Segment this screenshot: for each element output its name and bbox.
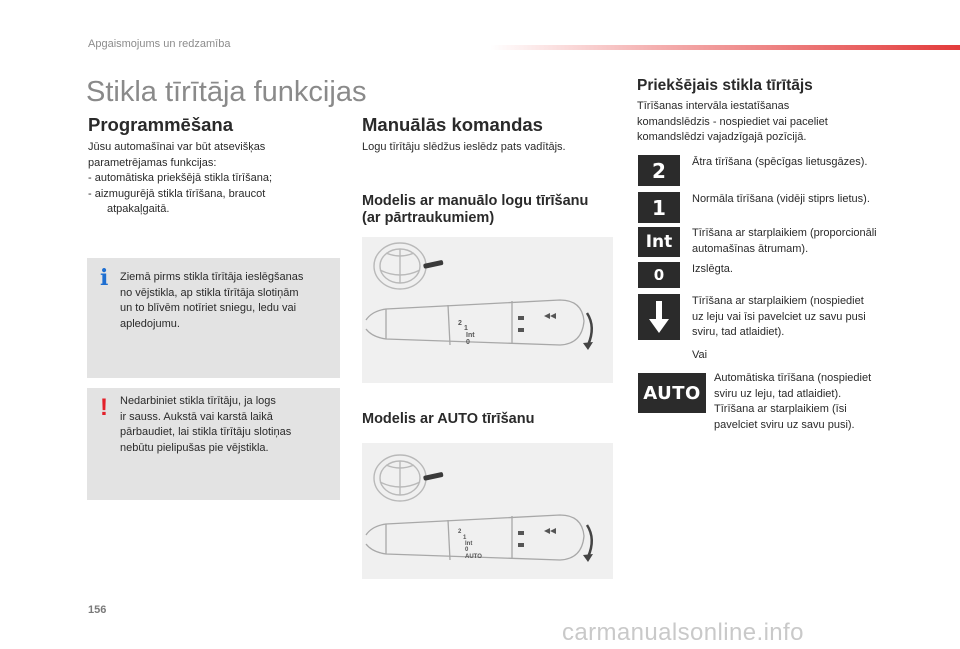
info-note-box bbox=[87, 258, 340, 378]
warning-note-line: Nedarbiniet stikla tīrītāju, ja logs bbox=[120, 395, 276, 407]
model-manual-heading bbox=[362, 193, 588, 227]
mode-badge-2: 2 bbox=[638, 155, 680, 186]
or-label bbox=[692, 348, 707, 364]
mode-description bbox=[692, 262, 733, 278]
lever-mark: 1 bbox=[464, 325, 468, 332]
lever-drawing bbox=[362, 237, 613, 383]
down-arrow-icon bbox=[638, 294, 680, 340]
model-manual-heading-line: (ar pārtraukumiem) bbox=[362, 210, 495, 226]
warning-note-box bbox=[87, 388, 340, 500]
header-accent-line bbox=[490, 45, 960, 50]
mode-description-line: Normāla tīrīšana (vidēji stiprs lietus). bbox=[692, 193, 870, 205]
mode-description-line: uz leju vai īsi pavelciet uz savu pusi bbox=[692, 310, 866, 323]
down-arrow-icon-glyph bbox=[648, 300, 670, 334]
mode-description-line: Tīrīšana ar starplaikiem (nospiediet bbox=[692, 295, 864, 307]
auto-description bbox=[714, 371, 871, 433]
mode-badge-1: 1 bbox=[638, 192, 680, 223]
info-note-line: Ziemā pirms stikla tīrītāja ieslēgšanas bbox=[120, 271, 304, 283]
mode-description-line: Tīrīšana ar starplaikiem (proporcionāli bbox=[692, 227, 877, 239]
lever-drawing bbox=[362, 443, 613, 579]
programming-heading: Programmēšana bbox=[88, 114, 233, 135]
lever-mark: AUTO bbox=[465, 554, 482, 560]
warning-note-text bbox=[120, 394, 291, 456]
lever-mark: Int bbox=[465, 541, 473, 547]
mode-description-line: sviru, tad atlaidiet). bbox=[692, 326, 785, 338]
mode-description-line: Ātra tīrīšana (spēcīgas lietusgāzes). bbox=[692, 156, 868, 168]
watermark: carmanualsonline.info bbox=[562, 619, 804, 646]
lever-mark: Int bbox=[466, 332, 475, 339]
info-note-text bbox=[120, 270, 303, 332]
running-header: Apgaismojums un redzamība bbox=[88, 38, 231, 50]
page-number: 156 bbox=[88, 604, 107, 616]
wiper-lever-illustration-manual bbox=[362, 237, 613, 383]
programming-intro-line: parametrējamas funkcijas: bbox=[88, 156, 217, 169]
programming-list-item: - aizmugurējā stikla tīrīšana, braucot bbox=[88, 187, 266, 200]
model-auto-heading: Modelis ar AUTO tīrīšanu bbox=[362, 411, 535, 427]
warning-icon: ! bbox=[100, 394, 108, 421]
page-title: Stikla tīrītāja funkcijas bbox=[86, 76, 367, 108]
programming-list-item: - automātiska priekšējā stikla tīrīšana; bbox=[88, 172, 273, 184]
auto-description-line: pavelciet sviru uz savu pusi). bbox=[714, 418, 855, 431]
mode-description-line: automašīnas ātrumam). bbox=[692, 242, 809, 255]
lever-mark: 2 bbox=[458, 320, 462, 327]
programming-text bbox=[88, 140, 272, 218]
manual-controls-line: Logu tīrītāju slēdžus ieslēdz pats vadītājs. bbox=[362, 141, 566, 153]
lever-mark: 2 bbox=[458, 529, 462, 535]
mode-description-line: Izslēgta. bbox=[692, 263, 733, 275]
manual-controls-text bbox=[362, 140, 566, 156]
warning-note-line: ir sauss. Aukstā vai karstā laikā bbox=[120, 410, 273, 423]
mode-description bbox=[692, 226, 877, 257]
lever-mark: 0 bbox=[465, 547, 469, 553]
auto-description-line: sviru uz leju, tad atlaidiet). bbox=[714, 387, 842, 400]
front-wiper-heading: Priekšējais stikla tīrītājs bbox=[637, 77, 813, 94]
auto-description-line: Tīrīšana ar starplaikiem (īsi bbox=[714, 403, 847, 415]
mode-description bbox=[692, 294, 866, 341]
model-manual-heading-line: Modelis ar manuālo logu tīrīšanu bbox=[362, 193, 589, 209]
info-note-line: no vējstikla, ap stikla tīrītāja slotiņām bbox=[120, 286, 299, 299]
front-wiper-intro-line: Tīrīšanas intervāla iestatīšanas bbox=[637, 100, 790, 112]
info-note-line: un to blīvēm notīriet sniegu, ledu vai bbox=[120, 302, 297, 314]
mode-description bbox=[692, 192, 870, 208]
auto-badge: AUTO bbox=[638, 373, 706, 413]
warning-note-line: nebūtu pielipušas pie vējstikla. bbox=[120, 441, 269, 454]
info-icon: i bbox=[100, 265, 109, 291]
info-note-line: apledojumu. bbox=[120, 317, 180, 330]
mode-badge-0: 0 bbox=[638, 262, 680, 288]
manual-controls-heading: Manuālās komandas bbox=[362, 114, 543, 135]
front-wiper-intro-line: komandslēdzi vajadzīgajā pozīcijā. bbox=[637, 131, 807, 143]
lever-mark: 1 bbox=[463, 535, 467, 541]
programming-intro-line: Jūsu automašīnai var būt atsevišķas bbox=[88, 141, 266, 153]
lever-mark: 0 bbox=[466, 339, 470, 346]
auto-description-line: Automātiska tīrīšana (nospiediet bbox=[714, 372, 872, 384]
mode-badge-int: Int bbox=[638, 227, 680, 257]
front-wiper-intro bbox=[637, 99, 828, 146]
wiper-lever-illustration-auto bbox=[362, 443, 613, 579]
or-text: Vai bbox=[692, 349, 708, 361]
programming-list-item-cont: atpakaļgaitā. bbox=[107, 203, 170, 215]
mode-description bbox=[692, 155, 867, 171]
front-wiper-intro-line: komandslēdzis - nospiediet vai paceliet bbox=[637, 115, 828, 128]
warning-note-line: pārbaudiet, lai stikla tīrītāju slotiņas bbox=[120, 426, 292, 438]
